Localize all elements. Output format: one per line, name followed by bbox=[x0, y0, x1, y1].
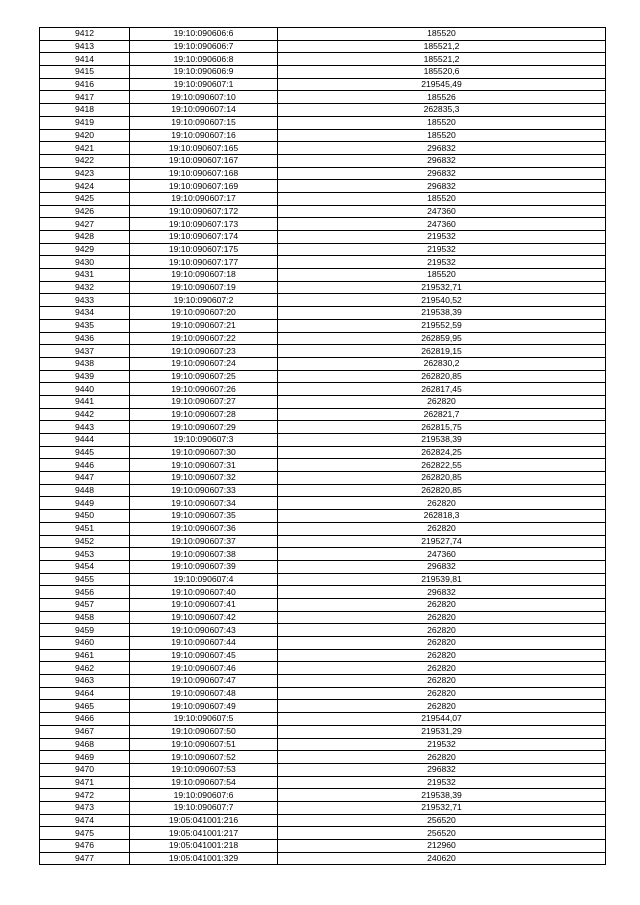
cadastral-number-cell: 19:10:090607:54 bbox=[130, 776, 278, 789]
cadastral-number-cell: 19:05:041001:218 bbox=[130, 840, 278, 853]
value-cell: 185520 bbox=[278, 269, 606, 282]
row-number-cell: 9427 bbox=[40, 218, 130, 231]
cadastral-number-cell: 19:10:090606:8 bbox=[130, 53, 278, 66]
table-row bbox=[40, 840, 606, 853]
row-number-cell: 9462 bbox=[40, 662, 130, 675]
row-number-cell: 9471 bbox=[40, 776, 130, 789]
table-row bbox=[40, 142, 606, 155]
row-number-cell: 9443 bbox=[40, 421, 130, 434]
row-number-cell: 9476 bbox=[40, 840, 130, 853]
value-cell: 219539,81 bbox=[278, 573, 606, 586]
cadastral-number-cell: 19:10:090606:9 bbox=[130, 66, 278, 79]
value-cell: 219532 bbox=[278, 256, 606, 269]
row-number-cell: 9457 bbox=[40, 598, 130, 611]
value-cell: 219532 bbox=[278, 738, 606, 751]
row-number-cell: 9418 bbox=[40, 104, 130, 117]
row-number-cell: 9438 bbox=[40, 357, 130, 370]
row-number-cell: 9417 bbox=[40, 91, 130, 104]
row-number-cell: 9441 bbox=[40, 395, 130, 408]
cadastral-number-cell: 19:10:090607:167 bbox=[130, 154, 278, 167]
row-number-cell: 9460 bbox=[40, 637, 130, 650]
cadastral-number-cell: 19:10:090607:40 bbox=[130, 586, 278, 599]
table-row bbox=[40, 269, 606, 282]
table-row bbox=[40, 662, 606, 675]
table-row bbox=[40, 649, 606, 662]
cadastral-number-cell: 19:10:090607:165 bbox=[130, 142, 278, 155]
value-cell: 262815,75 bbox=[278, 421, 606, 434]
cadastral-number-cell: 19:10:090607:50 bbox=[130, 725, 278, 738]
cadastral-number-cell: 19:10:090607:10 bbox=[130, 91, 278, 104]
value-cell: 262820 bbox=[278, 624, 606, 637]
value-cell: 262820 bbox=[278, 687, 606, 700]
cadastral-number-cell: 19:10:090607:44 bbox=[130, 637, 278, 650]
cadastral-number-cell: 19:10:090607:45 bbox=[130, 649, 278, 662]
cadastral-number-cell: 19:10:090606:6 bbox=[130, 28, 278, 41]
cadastral-number-cell: 19:10:090607:37 bbox=[130, 535, 278, 548]
table-row bbox=[40, 154, 606, 167]
table-row bbox=[40, 421, 606, 434]
row-number-cell: 9475 bbox=[40, 827, 130, 840]
cadastral-number-cell: 19:10:090607:168 bbox=[130, 167, 278, 180]
table-row bbox=[40, 459, 606, 472]
cadastral-number-cell: 19:10:090607:25 bbox=[130, 370, 278, 383]
cadastral-number-cell: 19:10:090607:172 bbox=[130, 205, 278, 218]
table-row bbox=[40, 345, 606, 358]
value-cell: 212960 bbox=[278, 840, 606, 853]
value-cell: 185526 bbox=[278, 91, 606, 104]
row-number-cell: 9453 bbox=[40, 548, 130, 561]
table-row bbox=[40, 28, 606, 41]
cadastral-number-cell: 19:10:090606:7 bbox=[130, 40, 278, 53]
cadastral-number-cell: 19:10:090607:34 bbox=[130, 497, 278, 510]
table-row bbox=[40, 522, 606, 535]
cadastral-number-cell: 19:10:090607:39 bbox=[130, 560, 278, 573]
value-cell: 296832 bbox=[278, 586, 606, 599]
cadastral-number-cell: 19:10:090607:1 bbox=[130, 78, 278, 91]
row-number-cell: 9412 bbox=[40, 28, 130, 41]
value-cell: 262818,3 bbox=[278, 510, 606, 523]
cadastral-number-cell: 19:10:090607:32 bbox=[130, 472, 278, 485]
row-number-cell: 9439 bbox=[40, 370, 130, 383]
value-cell: 296832 bbox=[278, 560, 606, 573]
table-row bbox=[40, 104, 606, 117]
cadastral-number-cell: 19:10:090607:21 bbox=[130, 319, 278, 332]
table-row bbox=[40, 408, 606, 421]
cadastral-number-cell: 19:10:090607:169 bbox=[130, 180, 278, 193]
table-row bbox=[40, 573, 606, 586]
table-row bbox=[40, 713, 606, 726]
cadastral-number-cell: 19:10:090607:6 bbox=[130, 789, 278, 802]
table-row bbox=[40, 319, 606, 332]
value-cell: 262817,45 bbox=[278, 383, 606, 396]
value-cell: 219538,39 bbox=[278, 307, 606, 320]
table-row bbox=[40, 395, 606, 408]
row-number-cell: 9452 bbox=[40, 535, 130, 548]
cadastral-number-cell: 19:10:090607:14 bbox=[130, 104, 278, 117]
row-number-cell: 9426 bbox=[40, 205, 130, 218]
table-row bbox=[40, 243, 606, 256]
table-row bbox=[40, 560, 606, 573]
row-number-cell: 9413 bbox=[40, 40, 130, 53]
value-cell: 296832 bbox=[278, 763, 606, 776]
row-number-cell: 9477 bbox=[40, 852, 130, 865]
table-row bbox=[40, 725, 606, 738]
cadastral-number-cell: 19:10:090607:28 bbox=[130, 408, 278, 421]
table-row bbox=[40, 167, 606, 180]
row-number-cell: 9465 bbox=[40, 700, 130, 713]
row-number-cell: 9454 bbox=[40, 560, 130, 573]
row-number-cell: 9461 bbox=[40, 649, 130, 662]
table-row bbox=[40, 472, 606, 485]
row-number-cell: 9469 bbox=[40, 751, 130, 764]
cadastral-number-cell: 19:10:090607:41 bbox=[130, 598, 278, 611]
table-row bbox=[40, 497, 606, 510]
table-row bbox=[40, 434, 606, 447]
cadastral-number-cell: 19:10:090607:29 bbox=[130, 421, 278, 434]
row-number-cell: 9470 bbox=[40, 763, 130, 776]
row-number-cell: 9464 bbox=[40, 687, 130, 700]
row-number-cell: 9459 bbox=[40, 624, 130, 637]
table-row bbox=[40, 66, 606, 79]
table-row bbox=[40, 510, 606, 523]
value-cell: 256520 bbox=[278, 827, 606, 840]
cadastral-number-cell: 19:10:090607:17 bbox=[130, 192, 278, 205]
row-number-cell: 9425 bbox=[40, 192, 130, 205]
value-cell: 262820 bbox=[278, 751, 606, 764]
table-row bbox=[40, 281, 606, 294]
row-number-cell: 9419 bbox=[40, 116, 130, 129]
table-row bbox=[40, 307, 606, 320]
table-row bbox=[40, 675, 606, 688]
cadastral-number-cell: 19:10:090607:35 bbox=[130, 510, 278, 523]
value-cell: 185520 bbox=[278, 129, 606, 142]
value-cell: 185520 bbox=[278, 116, 606, 129]
value-cell: 185521,2 bbox=[278, 40, 606, 53]
row-number-cell: 9472 bbox=[40, 789, 130, 802]
value-cell: 219538,39 bbox=[278, 434, 606, 447]
value-cell: 219538,39 bbox=[278, 789, 606, 802]
table-row bbox=[40, 801, 606, 814]
table-row bbox=[40, 205, 606, 218]
value-cell: 262820 bbox=[278, 522, 606, 535]
row-number-cell: 9456 bbox=[40, 586, 130, 599]
value-cell: 262820 bbox=[278, 700, 606, 713]
row-number-cell: 9449 bbox=[40, 497, 130, 510]
table-row bbox=[40, 129, 606, 142]
value-cell: 256520 bbox=[278, 814, 606, 827]
value-cell: 219532 bbox=[278, 231, 606, 244]
row-number-cell: 9428 bbox=[40, 231, 130, 244]
row-number-cell: 9458 bbox=[40, 611, 130, 624]
value-cell: 219531,29 bbox=[278, 725, 606, 738]
row-number-cell: 9473 bbox=[40, 801, 130, 814]
table-row bbox=[40, 852, 606, 865]
table-row bbox=[40, 256, 606, 269]
cadastral-number-cell: 19:10:090607:3 bbox=[130, 434, 278, 447]
table-row bbox=[40, 789, 606, 802]
row-number-cell: 9450 bbox=[40, 510, 130, 523]
row-number-cell: 9436 bbox=[40, 332, 130, 345]
value-cell: 219527,74 bbox=[278, 535, 606, 548]
row-number-cell: 9437 bbox=[40, 345, 130, 358]
cadastral-number-cell: 19:10:090607:48 bbox=[130, 687, 278, 700]
cadastral-number-cell: 19:10:090607:51 bbox=[130, 738, 278, 751]
row-number-cell: 9414 bbox=[40, 53, 130, 66]
table-row bbox=[40, 91, 606, 104]
row-number-cell: 9444 bbox=[40, 434, 130, 447]
cadastral-number-cell: 19:10:090607:20 bbox=[130, 307, 278, 320]
value-cell: 262820 bbox=[278, 637, 606, 650]
table-row bbox=[40, 827, 606, 840]
table-row bbox=[40, 611, 606, 624]
table-row bbox=[40, 598, 606, 611]
table-row bbox=[40, 738, 606, 751]
row-number-cell: 9422 bbox=[40, 154, 130, 167]
row-number-cell: 9434 bbox=[40, 307, 130, 320]
table-row bbox=[40, 763, 606, 776]
value-cell: 262820 bbox=[278, 649, 606, 662]
value-cell: 185521,2 bbox=[278, 53, 606, 66]
table-row bbox=[40, 814, 606, 827]
value-cell: 262820 bbox=[278, 611, 606, 624]
row-number-cell: 9468 bbox=[40, 738, 130, 751]
value-cell: 262820 bbox=[278, 662, 606, 675]
table-row bbox=[40, 484, 606, 497]
value-cell: 262820,85 bbox=[278, 484, 606, 497]
row-number-cell: 9416 bbox=[40, 78, 130, 91]
cadastral-number-cell: 19:10:090607:33 bbox=[130, 484, 278, 497]
cadastral-number-cell: 19:10:090607:15 bbox=[130, 116, 278, 129]
cadastral-number-cell: 19:05:041001:217 bbox=[130, 827, 278, 840]
value-cell: 240620 bbox=[278, 852, 606, 865]
table-body bbox=[40, 28, 606, 865]
cadastral-number-cell: 19:10:090607:26 bbox=[130, 383, 278, 396]
cadastral-number-cell: 19:10:090607:42 bbox=[130, 611, 278, 624]
cadastral-number-cell: 19:10:090607:24 bbox=[130, 357, 278, 370]
row-number-cell: 9415 bbox=[40, 66, 130, 79]
cadastral-number-cell: 19:10:090607:4 bbox=[130, 573, 278, 586]
row-number-cell: 9421 bbox=[40, 142, 130, 155]
cadastral-number-cell: 19:10:090607:46 bbox=[130, 662, 278, 675]
row-number-cell: 9455 bbox=[40, 573, 130, 586]
row-number-cell: 9440 bbox=[40, 383, 130, 396]
value-cell: 247360 bbox=[278, 548, 606, 561]
table-row bbox=[40, 294, 606, 307]
cadastral-number-cell: 19:10:090607:30 bbox=[130, 446, 278, 459]
table-row bbox=[40, 383, 606, 396]
row-number-cell: 9463 bbox=[40, 675, 130, 688]
row-number-cell: 9432 bbox=[40, 281, 130, 294]
value-cell: 262822,55 bbox=[278, 459, 606, 472]
cadastral-number-cell: 19:10:090607:175 bbox=[130, 243, 278, 256]
cadastral-number-cell: 19:10:090607:31 bbox=[130, 459, 278, 472]
cadastral-number-cell: 19:10:090607:22 bbox=[130, 332, 278, 345]
row-number-cell: 9431 bbox=[40, 269, 130, 282]
value-cell: 185520 bbox=[278, 28, 606, 41]
row-number-cell: 9429 bbox=[40, 243, 130, 256]
cadastral-number-cell: 19:10:090607:27 bbox=[130, 395, 278, 408]
value-cell: 262820 bbox=[278, 395, 606, 408]
cadastral-number-cell: 19:10:090607:38 bbox=[130, 548, 278, 561]
value-cell: 185520 bbox=[278, 192, 606, 205]
cadastral-number-cell: 19:10:090607:23 bbox=[130, 345, 278, 358]
value-cell: 262820 bbox=[278, 598, 606, 611]
value-cell: 262821,7 bbox=[278, 408, 606, 421]
table-row bbox=[40, 751, 606, 764]
value-cell: 262820 bbox=[278, 675, 606, 688]
row-number-cell: 9448 bbox=[40, 484, 130, 497]
row-number-cell: 9446 bbox=[40, 459, 130, 472]
value-cell: 219532,71 bbox=[278, 281, 606, 294]
cadastral-number-cell: 19:10:090607:47 bbox=[130, 675, 278, 688]
row-number-cell: 9435 bbox=[40, 319, 130, 332]
table-row bbox=[40, 776, 606, 789]
value-cell: 185520,6 bbox=[278, 66, 606, 79]
cadastral-number-cell: 19:10:090607:16 bbox=[130, 129, 278, 142]
table-row bbox=[40, 332, 606, 345]
cadastral-number-cell: 19:10:090607:177 bbox=[130, 256, 278, 269]
value-cell: 296832 bbox=[278, 142, 606, 155]
row-number-cell: 9447 bbox=[40, 472, 130, 485]
table-row bbox=[40, 78, 606, 91]
table-row bbox=[40, 218, 606, 231]
table-row bbox=[40, 687, 606, 700]
value-cell: 262820,85 bbox=[278, 472, 606, 485]
table-row bbox=[40, 370, 606, 383]
value-cell: 262820 bbox=[278, 497, 606, 510]
table-row bbox=[40, 700, 606, 713]
table-row bbox=[40, 231, 606, 244]
cadastral-number-cell: 19:10:090607:7 bbox=[130, 801, 278, 814]
cadastral-number-cell: 19:10:090607:36 bbox=[130, 522, 278, 535]
value-cell: 219532,71 bbox=[278, 801, 606, 814]
table-row bbox=[40, 624, 606, 637]
cadastral-number-cell: 19:10:090607:19 bbox=[130, 281, 278, 294]
row-number-cell: 9445 bbox=[40, 446, 130, 459]
cadastral-number-cell: 19:10:090607:2 bbox=[130, 294, 278, 307]
value-cell: 219540,52 bbox=[278, 294, 606, 307]
value-cell: 262835,3 bbox=[278, 104, 606, 117]
value-cell: 219532 bbox=[278, 243, 606, 256]
row-number-cell: 9433 bbox=[40, 294, 130, 307]
value-cell: 219544,07 bbox=[278, 713, 606, 726]
value-cell: 219532 bbox=[278, 776, 606, 789]
table-row bbox=[40, 180, 606, 193]
table-row bbox=[40, 446, 606, 459]
value-cell: 219545,49 bbox=[278, 78, 606, 91]
cadastral-number-cell: 19:10:090607:43 bbox=[130, 624, 278, 637]
cadastral-number-cell: 19:05:041001:329 bbox=[130, 852, 278, 865]
value-cell: 247360 bbox=[278, 205, 606, 218]
cadastral-number-cell: 19:10:090607:18 bbox=[130, 269, 278, 282]
row-number-cell: 9466 bbox=[40, 713, 130, 726]
cadastral-number-cell: 19:10:090607:5 bbox=[130, 713, 278, 726]
table-row bbox=[40, 586, 606, 599]
table-row bbox=[40, 192, 606, 205]
row-number-cell: 9474 bbox=[40, 814, 130, 827]
value-cell: 296832 bbox=[278, 180, 606, 193]
cadastral-number-cell: 19:05:041001:216 bbox=[130, 814, 278, 827]
table-row bbox=[40, 535, 606, 548]
row-number-cell: 9467 bbox=[40, 725, 130, 738]
value-cell: 247360 bbox=[278, 218, 606, 231]
value-cell: 262830,2 bbox=[278, 357, 606, 370]
row-number-cell: 9451 bbox=[40, 522, 130, 535]
table-row bbox=[40, 53, 606, 66]
row-number-cell: 9430 bbox=[40, 256, 130, 269]
table-row bbox=[40, 40, 606, 53]
row-number-cell: 9420 bbox=[40, 129, 130, 142]
value-cell: 262820,85 bbox=[278, 370, 606, 383]
cadastral-number-cell: 19:10:090607:52 bbox=[130, 751, 278, 764]
cadastral-number-cell: 19:10:090607:49 bbox=[130, 700, 278, 713]
row-number-cell: 9442 bbox=[40, 408, 130, 421]
value-cell: 219552,59 bbox=[278, 319, 606, 332]
cadastral-number-cell: 19:10:090607:174 bbox=[130, 231, 278, 244]
value-cell: 262824,25 bbox=[278, 446, 606, 459]
cadastral-number-cell: 19:10:090607:53 bbox=[130, 763, 278, 776]
value-cell: 296832 bbox=[278, 154, 606, 167]
table-row bbox=[40, 548, 606, 561]
table-row bbox=[40, 357, 606, 370]
value-cell: 262819,15 bbox=[278, 345, 606, 358]
value-cell: 262859,95 bbox=[278, 332, 606, 345]
cadastral-value-table bbox=[39, 27, 606, 865]
value-cell: 296832 bbox=[278, 167, 606, 180]
cadastral-number-cell: 19:10:090607:173 bbox=[130, 218, 278, 231]
table-row bbox=[40, 116, 606, 129]
row-number-cell: 9424 bbox=[40, 180, 130, 193]
row-number-cell: 9423 bbox=[40, 167, 130, 180]
table-row bbox=[40, 637, 606, 650]
